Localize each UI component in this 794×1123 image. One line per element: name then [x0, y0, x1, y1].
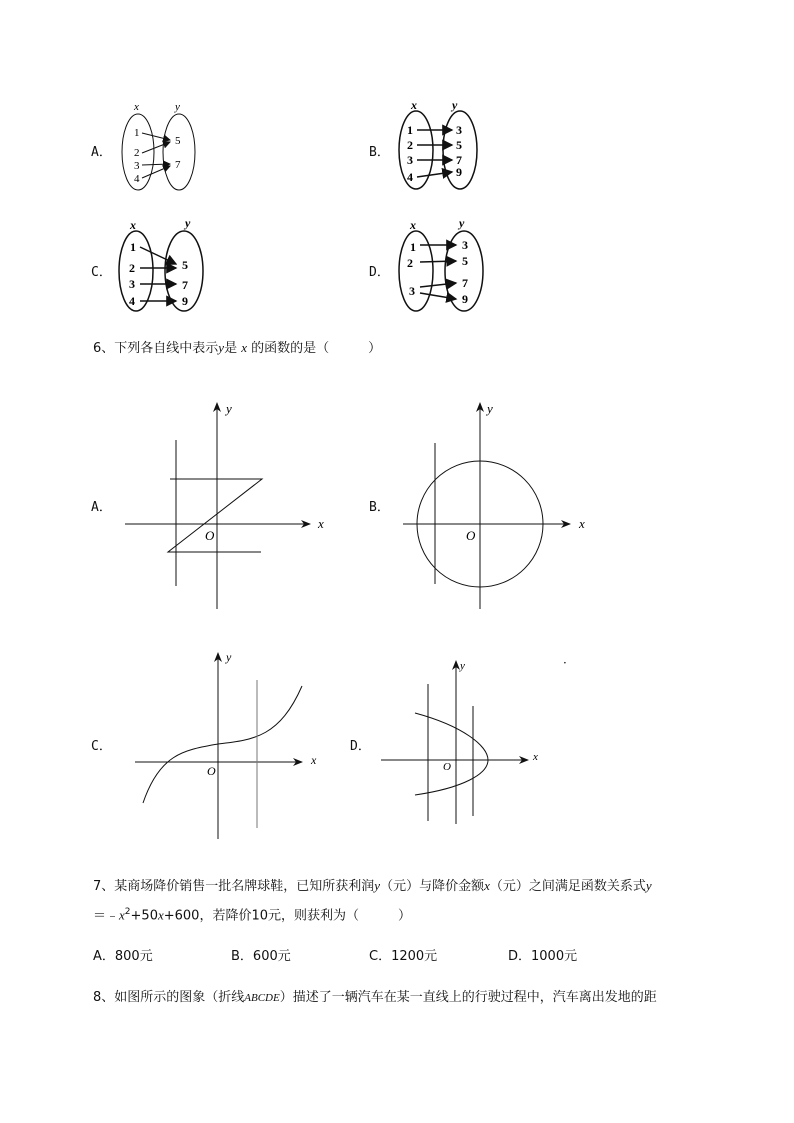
mapping-diagram-b — [392, 96, 492, 196]
mapping-diagram-c — [112, 214, 212, 318]
y-axis-label: y — [460, 660, 465, 672]
y-axis-label: y — [487, 401, 493, 416]
x-axis-label: x — [318, 516, 324, 531]
y-value: 7 — [456, 153, 462, 167]
x-header: x — [134, 101, 139, 113]
x-value: 2 — [134, 147, 140, 159]
graph-option-label-a: A． — [91, 500, 112, 515]
origin-label: O — [205, 528, 215, 543]
question-7-line-2: $=﹣x^2+50x+600$，若降价10元，则获利为（ ） — [93, 907, 411, 924]
y-value: 5 — [175, 135, 181, 147]
y-header: y — [175, 101, 180, 113]
y-value: 9 — [182, 294, 188, 308]
y-value: 5 — [456, 138, 462, 152]
graph-a — [120, 398, 340, 613]
x-value: 4 — [129, 294, 135, 308]
y-value: 9 — [456, 165, 462, 179]
answer-option-b: B．600元 — [231, 949, 291, 964]
option-label-d: D． — [369, 265, 390, 280]
y-header: y — [459, 216, 465, 230]
graph-b — [398, 398, 598, 613]
question-7-line-1: 7、某商场降价销售一批名牌球鞋，已知所获利润y（元）与降价金额x（元）之间满足函数关系式y — [93, 878, 652, 894]
x-value: 1 — [407, 123, 413, 137]
x-header: x — [410, 218, 416, 232]
x-value: 4 — [407, 170, 413, 184]
y-value: 5 — [182, 258, 188, 272]
y-value: 7 — [175, 159, 181, 171]
y-value: 3 — [462, 238, 468, 252]
graph-option-label-c: C． — [91, 739, 112, 754]
option-label-b: B． — [369, 145, 390, 160]
mapping-diagram-a — [112, 98, 207, 198]
origin-label: O — [466, 528, 476, 543]
y-axis-label: y — [226, 650, 232, 664]
origin-label: O — [207, 764, 216, 778]
answer-option-a: A．800元 — [93, 949, 153, 964]
y-axis-label: y — [226, 401, 232, 416]
option-label-c: C． — [91, 265, 112, 280]
option-label-a: A． — [91, 145, 112, 160]
x-header: x — [411, 98, 417, 112]
graph-c — [130, 648, 330, 843]
x-axis-label: x — [533, 751, 538, 763]
origin-label: O — [443, 761, 451, 773]
x-value: 3 — [407, 153, 413, 167]
question-8: 8、如图所示的图象（折线ABCDE）描述了一辆汽车在某一直线上的行驶过程中，汽车离出发地的距 — [93, 990, 657, 1005]
x-axis-label: x — [579, 516, 585, 531]
y-header: y — [452, 98, 458, 112]
y-header: y — [185, 216, 191, 230]
question-6: 6、下列各自线中表示y是 x 的函数的是（ ） — [93, 340, 382, 356]
y-value: 7 — [182, 278, 188, 292]
graph-option-label-d: D． — [350, 739, 371, 754]
x-value: 3 — [129, 277, 135, 291]
answer-option-d: D．1000元 — [508, 949, 578, 964]
y-value: 7 — [462, 276, 468, 290]
x-value: 2 — [407, 138, 413, 152]
x-value: 3 — [134, 160, 140, 172]
graph-d — [378, 656, 558, 828]
x-value: 1 — [130, 240, 136, 254]
x-value: 2 — [407, 256, 413, 270]
x-value: 1 — [410, 240, 416, 254]
x-axis-label: x — [311, 753, 317, 767]
stray-dot: · — [563, 656, 567, 670]
x-value: 4 — [134, 173, 140, 185]
mapping-diagram-d — [392, 214, 492, 318]
x-value: 3 — [409, 284, 415, 298]
y-value: 9 — [462, 292, 468, 306]
graph-option-label-b: B． — [369, 500, 390, 515]
y-value: 5 — [462, 254, 468, 268]
x-value: 2 — [129, 261, 135, 275]
y-value: 3 — [456, 123, 462, 137]
answer-option-c: C．1200元 — [369, 949, 438, 964]
x-value: 1 — [134, 127, 140, 139]
x-header: x — [130, 218, 136, 232]
